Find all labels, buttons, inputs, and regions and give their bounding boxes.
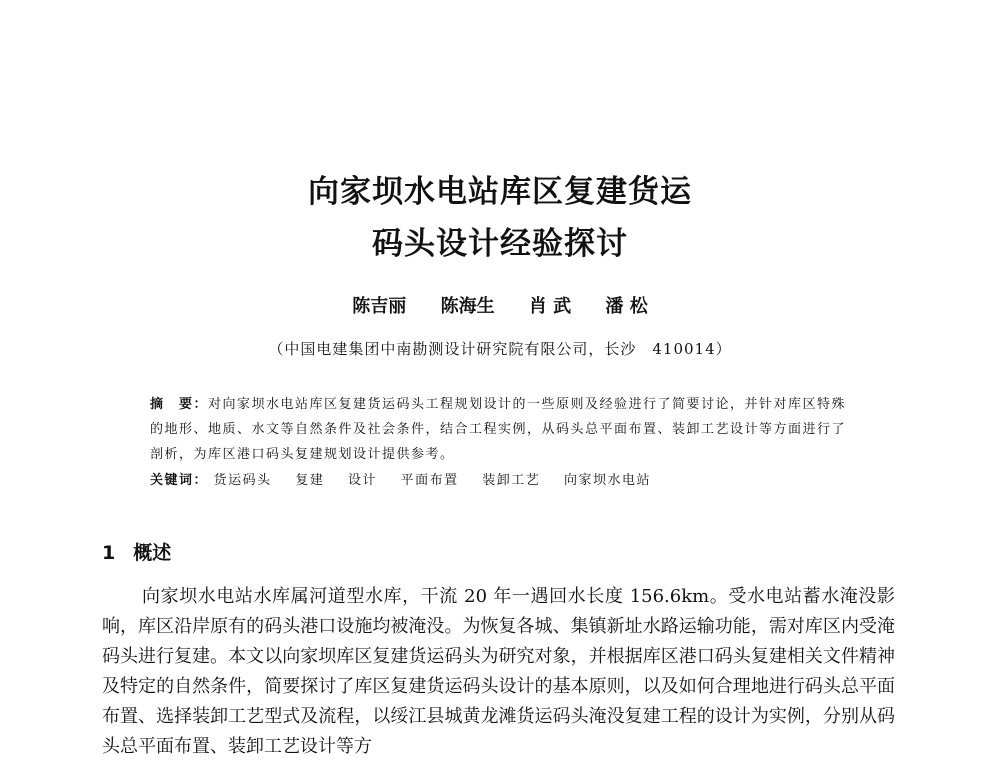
title-line-2: 码头设计经验探讨: [372, 226, 628, 262]
affiliation: （中国电建集团中南勘测设计研究院有限公司，长沙 410014）: [268, 340, 732, 358]
keyword: 货运码头: [213, 473, 272, 488]
abstract-label: 摘 要：: [150, 397, 209, 412]
section-number: 1: [102, 542, 116, 564]
author-name: 肖 武: [528, 296, 572, 317]
keyword: 向家坝水电站: [563, 473, 651, 488]
paper-title: [0, 166, 1000, 270]
section-heading: [102, 538, 171, 565]
abstract-text: 对向家坝水电站库区复建货运码头工程规划设计的一些原则及经验进行了简要讨论，并针对库区特殊的地形、地质、水文等自然条件及社会条件，结合工程实例，从码头总平面布置、装卸工艺设计等方面进行了剖析，为库区港口码头复建规划设计提供参考。: [150, 397, 847, 462]
keywords: [150, 469, 855, 488]
body-paragraph: 向家坝水电站水库属河道型水库，干流 20 年一遇回水长度 156.6km。受水电站蓄水淹没影响，库区沿岸原有的码头港口设施均被淹没。为恢复各城、集镇新址水路运输功能，需对库区内受淹码头进行复建。本文以向家坝库区复建货运码头为研究对象，并根据库区港口码头复建相关文件精神及特定的自然条件，简要探讨了库区复建货运码头设计的基本原则，以及如何合理地进行码头总平面布置、选择装卸工艺型式及流程，以绥江县城黄龙滩货运码头淹没复建工程的设计为实例，分别从码头总平面布置、装卸工艺设计等方: [102, 586, 895, 757]
author-name: 陈海生: [440, 296, 495, 317]
author-name: 陈吉丽: [352, 296, 407, 317]
section-title: 概述: [133, 542, 172, 564]
keyword: 设计: [347, 473, 377, 488]
keyword: 复建: [295, 473, 325, 488]
author-list: [0, 292, 1000, 318]
keywords-label: 关键词：: [150, 473, 209, 488]
abstract: [150, 392, 855, 467]
title-line-1: 向家坝水电站库区复建货运: [308, 174, 692, 210]
author-name: 潘 松: [605, 296, 648, 317]
keyword: 平面布置: [400, 473, 459, 488]
keyword: 装卸工艺: [482, 473, 541, 488]
